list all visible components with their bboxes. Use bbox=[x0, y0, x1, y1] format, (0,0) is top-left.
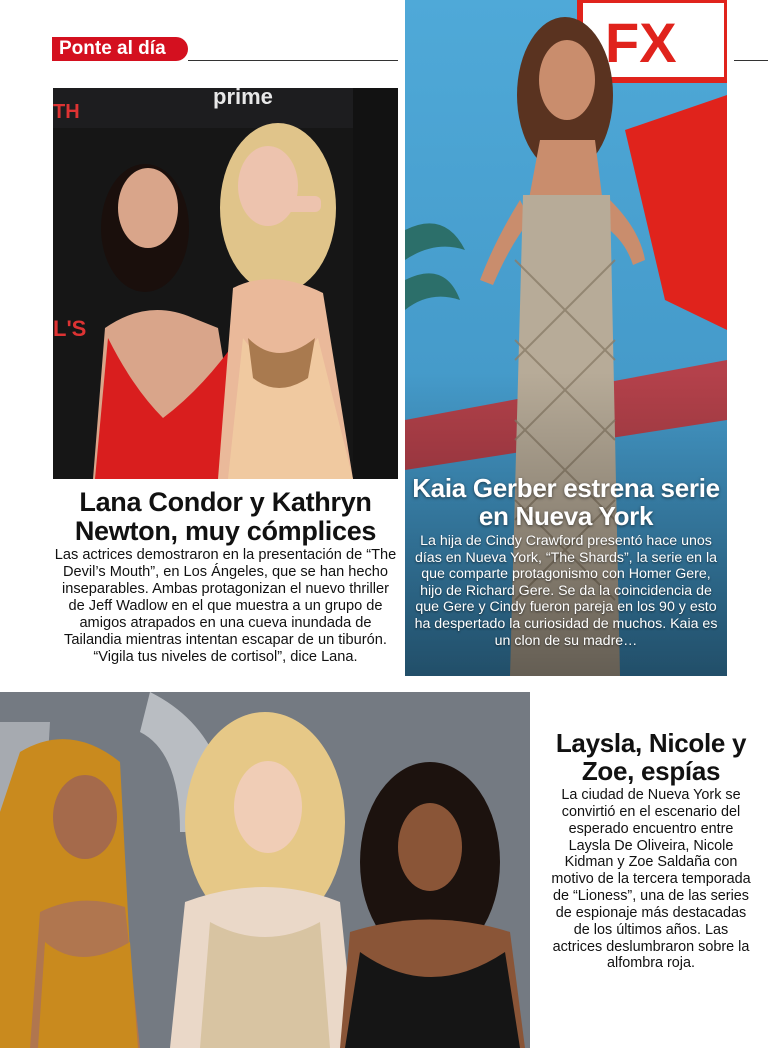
story3-body: La ciudad de Nueva York se convirtió en el escenario del esperado encuentro entre Laysla De Oliveira, Nicole Kidman y Zoe Saldaña con motivo de la tercera temporada de “Lioness”, una de las series de espionaje más destacadas de los últimos años. Las actrices deslumbraron sobre la alfombra roja. bbox=[551, 787, 751, 972]
header-rule-right bbox=[734, 60, 768, 61]
svg-text:L'S: L'S bbox=[53, 316, 87, 341]
story3-headline: Laysla, Nicole y Zoe, espías bbox=[555, 728, 747, 787]
story1-body: Las actrices demostraron en la presentación de “The Devil’s Mouth”, en Los Ángeles, que se han hecho inseparables. Ambas protagonizan el nuevo thriller de Jeff Wadlow en el que muestra a un grupo de amigos atrapados en una cueva inundada de Tailandia mientras intentan escapar de un tiburón. “Vigila tus niveles de cortisol”, dice Lana. bbox=[54, 547, 397, 666]
photo-lana-kathryn bbox=[53, 88, 398, 479]
header-rule-left bbox=[188, 60, 398, 61]
prime-logo-text: prime bbox=[213, 88, 273, 109]
story2-headline: Kaia Gerber estrena serie en Nueva York bbox=[412, 473, 720, 532]
photo-laysla-nicole-zoe bbox=[0, 692, 530, 1048]
story2-body: La hija de Cindy Crawford presentó hace unos días en Nueva York, “The Shards”, la serie en la que comparte protagonismo con Homer Gere, hijo de Richard Gere. Se da la coincidencia de que Gere y Cindy fueron pareja en los 90 y esto ha despertado la curiosidad de muchos. Kaia es un clon de su madre… bbox=[414, 533, 718, 649]
section-tag: Ponte al día bbox=[52, 37, 188, 61]
story1-headline: Lana Condor y Kathryn Newton, muy cómplices bbox=[74, 487, 377, 547]
svg-text:TH: TH bbox=[53, 101, 80, 123]
